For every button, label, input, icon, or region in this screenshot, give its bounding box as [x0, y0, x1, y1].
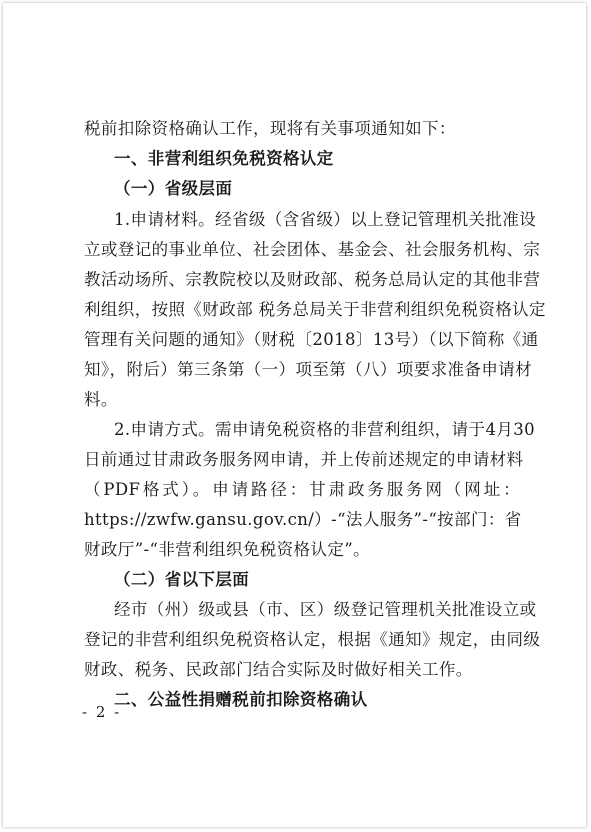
- text-line: 1.申请材料。经省级（含省级）以上登记管理机关批准设: [114, 210, 537, 229]
- text-line: 教活动场所、宗教院校以及财政部、税务总局认定的其他非营: [84, 270, 541, 289]
- text-line: 登记的非营利组织免税资格认定，根据《通知》规定，由同级: [84, 630, 541, 649]
- text-line: 财政厅”-“非营利组织免税资格认定”。: [84, 540, 370, 559]
- section-heading: 二、公益性捐赠税前扣除资格确认: [114, 690, 368, 709]
- text-line: 利组织，按照《财政部 税务总局关于非营利组织免税资格认定: [84, 300, 546, 319]
- text-line: 2.申请方式。需申请免税资格的非营利组织，请于4月30: [114, 420, 536, 439]
- text-line: 财政、税务、民政部门结合实际及时做好相关工作。: [84, 660, 473, 679]
- text-line: 经市（州）级或县（市、区）级登记管理机关批准设立或: [114, 600, 537, 619]
- document-page: [3, 3, 586, 827]
- text-line: （PDF格式）。申请路径：甘肃政务服务网（网址：: [84, 480, 520, 499]
- subsection-heading: （一）省级层面: [114, 179, 233, 198]
- text-line: https://zwfw.gansu.gov.cn/）-“法人服务”-“按部门：省: [84, 510, 522, 529]
- text-line: 日前通过甘肃政务服务网申请，并上传前述规定的申请材料: [84, 450, 524, 469]
- text-line: 立或登记的事业单位、社会团体、基金会、社会服务机构、宗: [84, 240, 541, 259]
- text-line: 管理有关问题的通知》（财税〔2018〕13号）（以下简称《通: [84, 330, 539, 349]
- text-line: 知》，附后）第三条第（一）项至第（八）项要求准备申请材: [84, 360, 533, 379]
- section-heading: 一、非营利组织免税资格认定: [114, 149, 334, 168]
- text-line: 料。: [84, 390, 118, 409]
- subsection-heading: （二）省以下层面: [114, 570, 250, 589]
- page-number: - 2 -: [82, 703, 122, 721]
- text-line: 税前扣除资格确认工作，现将有关事项通知如下：: [84, 119, 456, 138]
